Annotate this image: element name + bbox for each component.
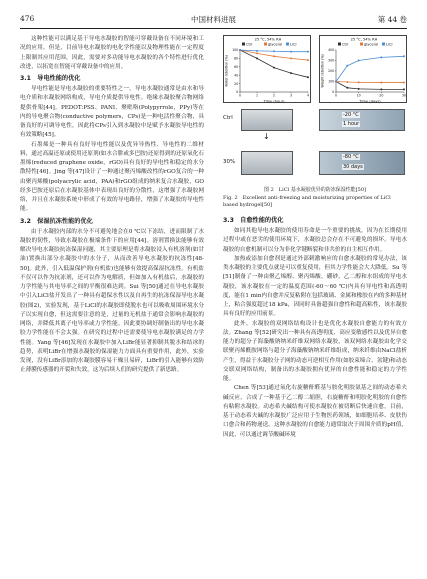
- page-number: 476: [20, 14, 35, 23]
- legend-label: glycerol: [364, 42, 379, 47]
- photo-cold-2-time: 30 days: [343, 164, 363, 170]
- y-tick-label: 80: [234, 56, 239, 61]
- figure-caption-en: Fig. 2 Excellent anti-freezing and moisturizing properties of LiCl based hydrogel[50]: [223, 194, 391, 208]
- photo-cold-2: [319, 151, 405, 175]
- data-point: [346, 81, 348, 83]
- chart-title: 25 °C, 54% RH: [350, 37, 378, 42]
- photo-cold-1-time: 1 hour: [343, 121, 360, 127]
- section-3-3-paragraph-2: 加热或添加自愈剂是通过外部刺激响应的自愈水凝胶的常见办法，该类水凝胶的主要优点就是可以重复使用，但其力学性能会大大降低。Su 等[51]制备了一种由聚乙烯醇、聚丙烯酸、硼砂、乙二醇和水组成的导电水凝胶，该水凝胶在一定的温度范围(-60～60 ℃)内具有导电性和高透明度，能在1 min内自愈并反复粘附在包括玻璃、金属和橡胶在内的多种基材上，粘合强度超过18 kPa，因同时具备超强自愈性和超高粘性，该水凝胶具有良好的应用前景。: [223, 255, 407, 318]
- y-tick-label: 0: [332, 90, 335, 95]
- figure-2: [223, 35, 407, 210]
- legend-swatch: [264, 43, 267, 46]
- section-3-2-paragraph-1: 由于水凝胶内部的水分不可避免地会在0 ℃以下冻结，进而限制了水凝胶的韧性，导致水凝胶在极端条件下的应用[44]。溶剂置换法能够有效解决导电水凝胶抗冻保湿问题，其主要原理是将水凝胶浸入有机溶剂(如甘油)置换出部分水凝胶中的水分子，从而改善导电水凝胶的抗冻性[48-50]。此外，引入低温保护剂(有机盐)也能够有效提高保湿抗冻性。有机盐不仅可以作为抗冻剂，还可以作为电解质，但如加入有机盐后，水凝胶的力学性能与其电导率之间的平衡很难达到。Sui 等[50]通过在导电水凝胶中引入LiCl盐开发出了一种具有超保水性以及自再生的抗冻保湿导电水凝胶(图2)，实验发现，基于LiCl的水凝胶即使脱水也可以吸收周围环境水分子以实现自愈，但这需要注意的是，过量的无机盐于通常会影响水凝胶的网络，并降低其离子电导率或力学性能。因此要协调好制备出的导电水凝胶力学性能在不会太强。在研究的过程中还需要使导电水凝胶满足的力学性能。Yang 等[46]发现在水凝胶中加入LiBr能显著抑制其脱水和结冰的趋势，表明LiBr在增强水凝胶的保湿能力方面具有重要作用，此外，实验发现，没有LiBr添加的水凝胶膜容易干燥且易碎，LiBr的引入能够有效防止薄膜传感器的开裂和失效，这为后续人们的研究提供了新思路。: [20, 228, 204, 374]
- data-point: [256, 52, 258, 54]
- x-tick-label: 10: [356, 93, 361, 98]
- x-tick-label: 0: [334, 93, 338, 98]
- x-axis-label: Time (days): [359, 99, 381, 104]
- y-tick-label: 200: [328, 69, 335, 74]
- data-point: [290, 72, 292, 74]
- x-tick-label: 3: [289, 93, 293, 98]
- y-axis-label: Water retention (%): [224, 55, 229, 87]
- photo-row1-label: Ctrl: [223, 115, 233, 121]
- x-tick-label: 20: [379, 93, 384, 98]
- data-point: [273, 50, 275, 52]
- page-header: [20, 14, 407, 26]
- data-point: [273, 67, 275, 69]
- data-point: [256, 57, 258, 59]
- y-tick-label: 60: [234, 65, 239, 69]
- series-line: [336, 56, 404, 81]
- chart-title: 25 °C, 54% RH: [254, 37, 282, 42]
- photo-cold-2-temp: -80 °C: [343, 154, 359, 160]
- section-3-3-paragraph-4: Chen 等[53]通过氧化右旋糖酐醛基与胺化明胶氨基之间的动态希夫碱反应，合成了一种基于乙二醇二缩胆，右旋糖酐和明胶化明胶的自愈性有粘附水凝胶。动态希夫碱结构可使水凝胶在被切断后快速自愈，目前，基于动态希夫碱的水凝胶广泛应用于生物医药领域，如细胞培养、皮肤伤口愈合和药物递送。这种水凝胶的自愈能力通常取决于周围介质的pH值，因此，可以通过调节酸碱环境: [223, 385, 407, 438]
- data-point: [380, 56, 382, 58]
- y-tick-label: 100: [232, 48, 239, 53]
- y-tick-label: 20: [234, 81, 239, 86]
- arrow-down-icon: ↓: [263, 132, 270, 141]
- data-point: [346, 87, 348, 89]
- photo-cold-1: [319, 109, 405, 131]
- data-point: [358, 81, 360, 83]
- x-axis-label: Time (hour): [263, 99, 285, 104]
- data-point: [358, 60, 360, 62]
- section-3-1-title: 3.1 导电性能的优化: [20, 75, 81, 82]
- photo-ctrl-before: [241, 109, 293, 131]
- y-tick-label: 40: [234, 73, 239, 78]
- x-tick-label: 0: [238, 93, 242, 98]
- data-point: [403, 82, 405, 84]
- y-tick-label: 0: [236, 90, 239, 95]
- data-point: [403, 88, 405, 90]
- data-point: [307, 51, 309, 53]
- section-3-2-title: 3.2 保湿抗冻性能的优化: [20, 217, 93, 225]
- section-3-1-paragraph-2: 石墨烯是一种具有良好导电性能以及优异导热性、导电性的二维材料，通过高温还原或使用还原剂(如水合肼或多巴胺)还原得到的还原氧化石墨烯(reduced graphene oxide，rGO)具有良好的导电性和稳定的水分散特性[46]。Jing 等[47]设计了一种通过聚丙烯酸改性的rGO复合的一种由聚丙烯酸(polyacrylic acid，PAA)和rGO组成的纳米复合水凝胶，GO经多巴胺还原后在水凝胶基体中表现出良好的分散性，这增强了水凝胶网络，并且在水凝胶系统中形成了有效的导电路径，增强了水凝胶的导电性能。: [20, 141, 204, 213]
- x-tick-label: 1: [255, 93, 259, 98]
- legend-label: Ctrl: [342, 42, 349, 47]
- photo-licl-before: [241, 151, 293, 175]
- data-point: [307, 59, 309, 61]
- legend-label: LiCl: [386, 42, 393, 47]
- y-axis-label: Weight retention (%): [320, 54, 325, 88]
- x-tick-label: 30: [401, 93, 407, 98]
- x-tick-label: 2: [272, 93, 276, 98]
- data-point: [358, 88, 360, 90]
- x-tick-label: 4: [306, 93, 310, 98]
- legend-swatch: [382, 43, 385, 46]
- section-3-3-title: 3.3 自愈性能的优化: [223, 217, 284, 224]
- data-point: [290, 51, 292, 53]
- y-tick-label: 100: [328, 79, 335, 84]
- chart-weight-retention: [319, 35, 407, 103]
- section-3-3-paragraph-1: 如同其他导电水凝胶的使用寿命是一个重要的挑战，因为在长期使用过程中或在恶劣的使用环境下，水凝胶总会存在不可避免的损坏。导电水凝胶的自愈机制可以分为非化学键断裂和非共价的自主相互作用。: [223, 228, 407, 253]
- right-column: [223, 214, 407, 440]
- chart-water-retention: [223, 35, 311, 103]
- data-point: [380, 82, 382, 84]
- journal-title: 中国材料进展: [191, 15, 236, 24]
- data-point: [273, 55, 275, 57]
- data-point: [239, 49, 241, 51]
- legend-label: Ctrl: [246, 42, 253, 47]
- chart-weight-retention-svg: [320, 36, 408, 104]
- left-column: [20, 35, 204, 376]
- header-rule: [20, 28, 407, 29]
- intro-paragraph: 这种性能可以满足基于导电水凝胶的智能可穿戴设备在不同环境和工况的应用。但是，目前导电水凝胶的电化学性能以及物理性能在一定程度上限制其应用范围，因此，需要对多功能导电水凝胶的各个特性进行优化改进，以拓宽在智能可穿戴设备中的应用。: [20, 36, 204, 70]
- data-point: [256, 50, 258, 52]
- chart-water-retention-svg: [224, 36, 312, 104]
- y-tick-label: 400: [328, 48, 335, 53]
- data-point: [346, 65, 348, 67]
- section-3-3-paragraph-3: 此外，水凝胶的双网络结构设计也是优化水凝胶自愈能力的有效方法。Zhang 等[52]研究出一种具有高透明度、高应变敏感性以及优异自愈能力的超分子海藻酸钠纳米纤维双网络水凝胶，该双网络水凝胶由化学交联聚丙烯酰胺网络与超分子海藻酸钠纳米纤维组成，纳米纤维由NaCl盐析产生，得益于水凝胶分子网的动态可逆相互作用(如胶束缔合、氢键)和动态交联双网络结构，制备出的水凝胶拥有优异的自愈性能和稳定的力学性能。: [223, 320, 407, 382]
- data-point: [380, 88, 382, 90]
- volume-number: 第 44 卷: [377, 15, 407, 24]
- figure-caption: [223, 187, 407, 210]
- data-point: [403, 55, 405, 57]
- photo-row2-label: 30%: [223, 159, 236, 165]
- figure-caption-cn: 图 2 LiCl 基水凝胶优异的防冻保湿性能[50]: [264, 187, 366, 193]
- legend-swatch: [338, 43, 341, 46]
- data-point: [307, 76, 309, 78]
- legend-label: LiCl: [290, 42, 297, 47]
- series-line: [240, 50, 308, 77]
- data-point: [335, 81, 337, 83]
- y-tick-label: 300: [328, 58, 335, 63]
- section-3-1-paragraph-1: 导电性能是导电水凝胶的重要特性之一，导电水凝胶通常是由水和导电介质和水凝胶网络构成，导电介质提供导电性。绝缘水凝胶聚合物网络提供骨架[44]。PEDOT:PSS、PANI、聚吡咯(Polypyrrole，PPy)等在内的导电聚合物(conductive polymers，CPs)是一种电活性聚合物，具备良好的可调导电性，因此将CPs引入到水凝胶中是赋予水凝胶导电性的有效策略[45]。: [20, 86, 204, 139]
- legend-swatch: [286, 43, 289, 46]
- photo-cold-1-temp: -20 °C: [343, 112, 359, 118]
- series-line: [336, 82, 404, 83]
- legend-label: glycerol: [268, 42, 283, 47]
- legend-swatch: [360, 43, 363, 46]
- legend-swatch: [242, 43, 245, 46]
- data-point: [290, 57, 292, 59]
